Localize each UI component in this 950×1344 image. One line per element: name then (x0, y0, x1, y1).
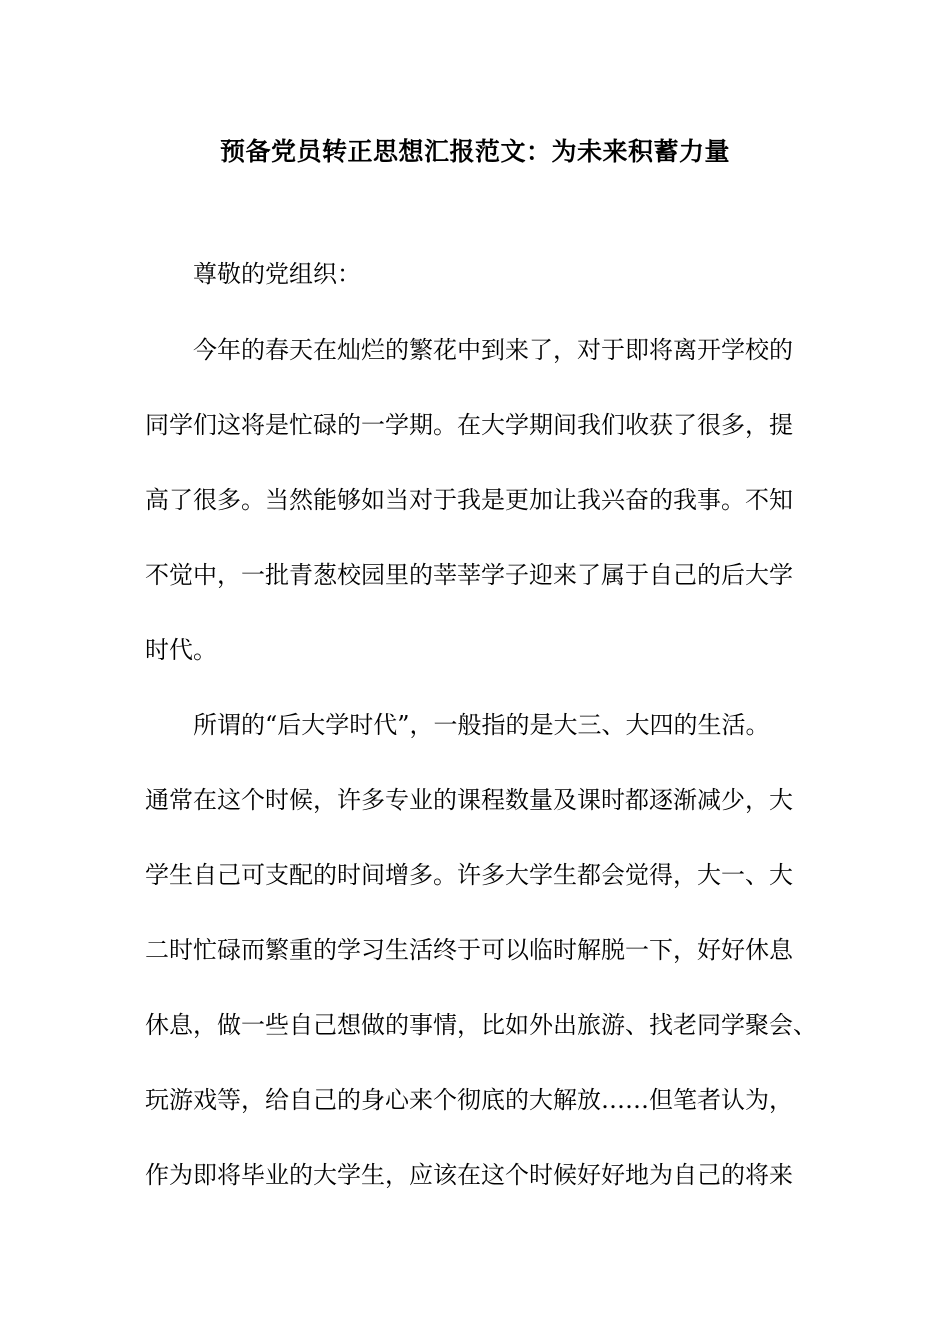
paragraph-line: 不觉中，一批青葱校园里的莘莘学子迎来了属于自己的后大学 (145, 561, 793, 589)
paragraph-line: 休息，做一些自己想做的事情，比如外出旅游、找老同学聚会、 (145, 1011, 817, 1039)
paragraph-line: 高了很多。当然能够如当对于我是更加让我兴奋的我事。不知 (145, 486, 793, 514)
paragraph-line: 时代。 (145, 636, 217, 664)
paragraph-line: 同学们这将是忙碌的一学期。在大学期间我们收获了很多，提 (145, 411, 793, 439)
paragraph-line: 作为即将毕业的大学生，应该在这个时候好好地为自己的将来 (145, 1161, 793, 1189)
paragraph-line: 所谓的“后大学时代”，一般指的是大三、大四的生活。 (193, 711, 770, 739)
paragraph-line: 学生自己可支配的时间增多。许多大学生都会觉得，大一、大 (145, 861, 793, 889)
paragraph-line: 通常在这个时候，许多专业的课程数量及课时都逐渐减少，大 (145, 786, 793, 814)
document-title: 预备党员转正思想汇报范文：为未来积蓄力量 (219, 137, 730, 166)
paragraph-line: 今年的春天在灿烂的繁花中到来了，对于即将离开学校的 (193, 336, 793, 364)
salutation: 尊敬的党组织： (193, 260, 361, 288)
paragraph-line: 二时忙碌而繁重的学习生活终于可以临时解脱一下，好好休息 (145, 936, 793, 964)
paragraph-line: 玩游戏等，给自己的身心来个彻底的大解放……但笔者认为， (145, 1086, 793, 1114)
